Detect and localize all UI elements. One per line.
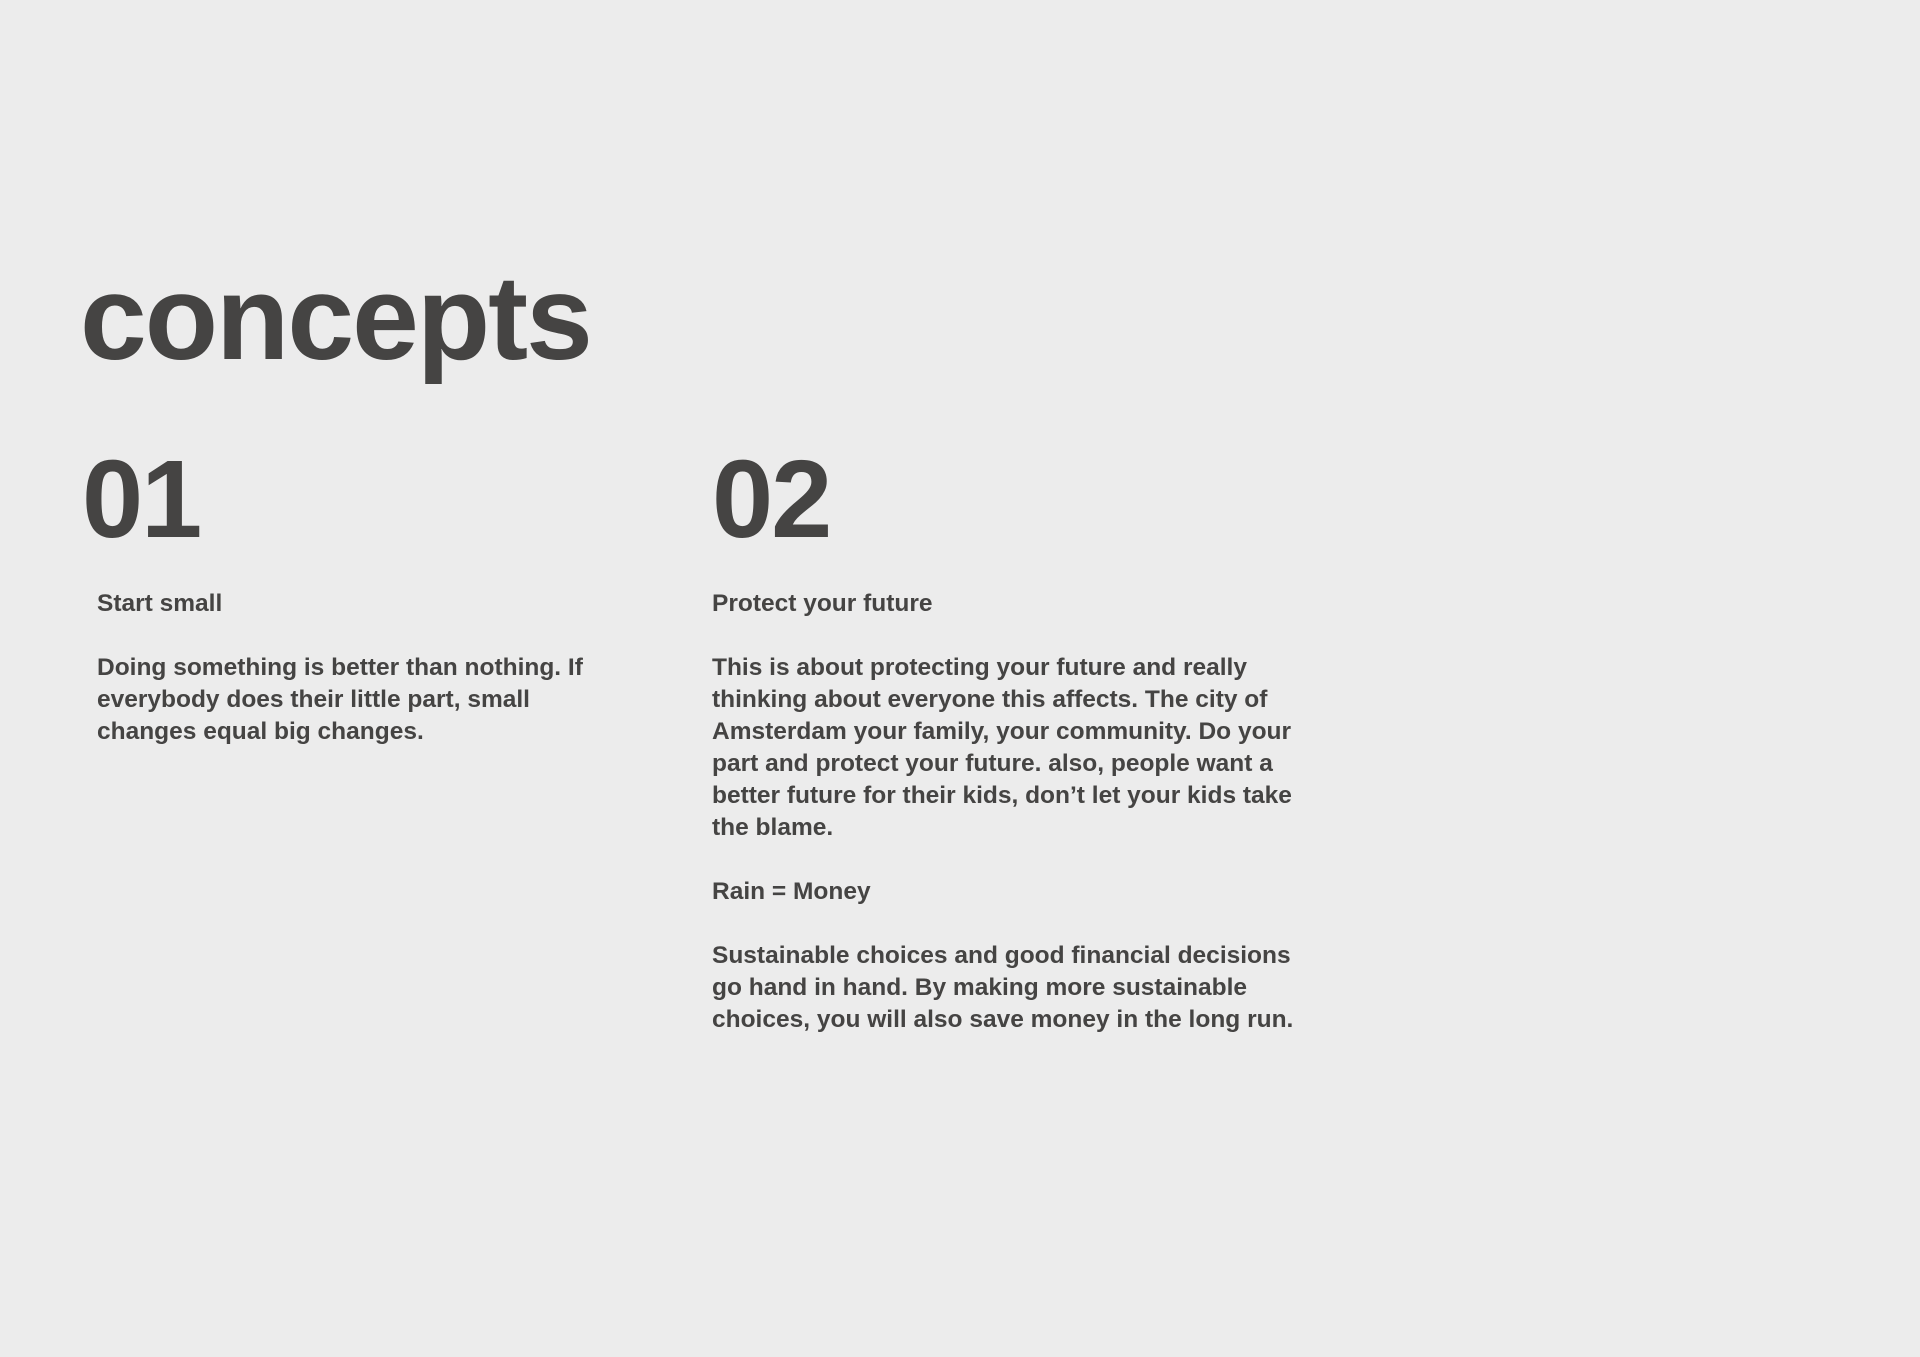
concept-02-paragraph-2: Sustainable choices and good financial decisions go hand in hand. By making more sustainable choices, you will also save money in the long run. bbox=[712, 942, 1294, 1033]
concept-02-heading: Protect your future bbox=[712, 590, 933, 617]
concept-number-02: 02 bbox=[712, 438, 831, 561]
concept-01-heading: Start small bbox=[97, 590, 223, 617]
concept-02-paragraph-1: This is about protecting your future and really thinking about everyone this affects. The city of Amsterdam your family, your community. Do your part and protect your future. also, people want a better future for their kids, don’t let your kids take the blame. bbox=[712, 654, 1292, 841]
concept-number-01: 01 bbox=[82, 438, 201, 561]
page-title: concepts bbox=[80, 251, 591, 385]
concept-02-text-block bbox=[712, 588, 1312, 1036]
concept-02-subheading: Rain = Money bbox=[712, 878, 871, 905]
concept-01-paragraph-1: Doing something is better than nothing. If everybody does their little part, small changes equal big changes. bbox=[97, 654, 583, 745]
concept-01-text-block bbox=[97, 588, 617, 748]
